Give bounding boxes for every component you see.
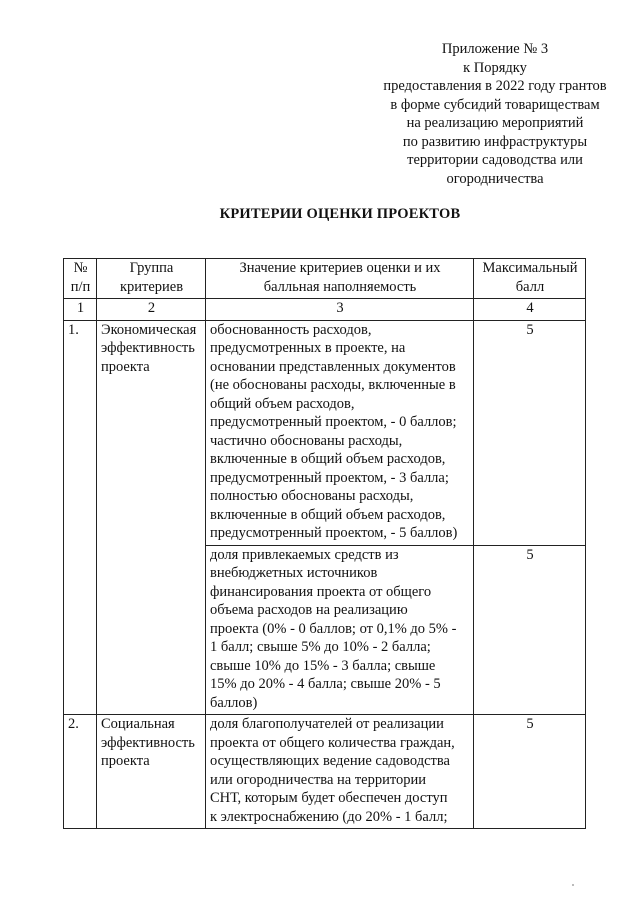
column-number: 3 — [206, 299, 474, 321]
appendix-line: на реализацию мероприятий — [406, 115, 584, 131]
row-group: Экономическая эффективность проекта — [97, 320, 206, 715]
table-header-row — [64, 259, 586, 299]
row-criterion: доля благополучателей от реализации проекта от общего количества граждан, осуществляющих ведение садоводства или огородничества на территории СНТ, которым будет обеспечен доступ к электроснабжению (до 20% - 1 балл; — [206, 715, 474, 829]
column-number: 4 — [474, 299, 586, 321]
table-row — [64, 715, 586, 829]
column-number: 1 — [64, 299, 97, 321]
row-number: 2. — [64, 715, 97, 829]
header-group: Группа критериев — [97, 259, 206, 299]
appendix-line: в форме субсидий товариществам — [390, 96, 600, 113]
header-criterion: Значение критериев оценки и их балльная наполняемость — [206, 259, 474, 299]
column-number: 2 — [97, 299, 206, 321]
criteria-table — [63, 258, 586, 829]
row-group: Социальная эффективность проекта — [97, 715, 206, 829]
scan-speck — [572, 884, 574, 886]
row-criterion: обоснованность расходов, предусмотренных в проекте, на основании представленных документов (не обоснованы расходы, включенные в общий объем расходов, предусмотренный проектом, - 0 баллов; частично обоснованы расходы, включенные в общий объем расходов, предусмотренный проектом, - 3 балла; полностью обоснованы расходы, включенные в общий объем расходов, предусмотренный проектом, - 5 баллов) — [206, 320, 474, 545]
appendix-header — [370, 40, 620, 188]
column-number-row — [64, 299, 586, 321]
row-number: 1. — [64, 320, 97, 715]
table-row — [64, 320, 586, 545]
row-max-score: 5 — [474, 545, 586, 715]
header-number: № п/п — [64, 259, 97, 299]
appendix-line: огородничества — [446, 170, 544, 187]
document-title: КРИТЕРИИ ОЦЕНКИ ПРОЕКТОВ — [219, 206, 461, 222]
appendix-line: Приложение № 3 — [441, 41, 549, 57]
appendix-line: предоставления в 2022 году грантов — [383, 78, 607, 94]
row-max-score: 5 — [474, 715, 586, 829]
appendix-line: по развитию инфраструктуры — [402, 133, 588, 150]
appendix-line: к Порядку — [463, 59, 527, 76]
row-max-score: 5 — [474, 320, 586, 545]
header-max-score: Максимальный балл — [474, 259, 586, 299]
row-criterion: доля привлекаемых средств из внебюджетных источников финансирования проекта от общего объема расходов на реализацию проекта (0% - 0 баллов; от 0,1% до 5% - 1 балл; свыше 5% до 10% - 2 балла; свыше 10% до 15% - 3 балла; свыше 15% до 20% - 4 балла; свыше 20% - 5 баллов) — [206, 545, 474, 715]
appendix-line: территории садоводства или — [407, 152, 583, 168]
